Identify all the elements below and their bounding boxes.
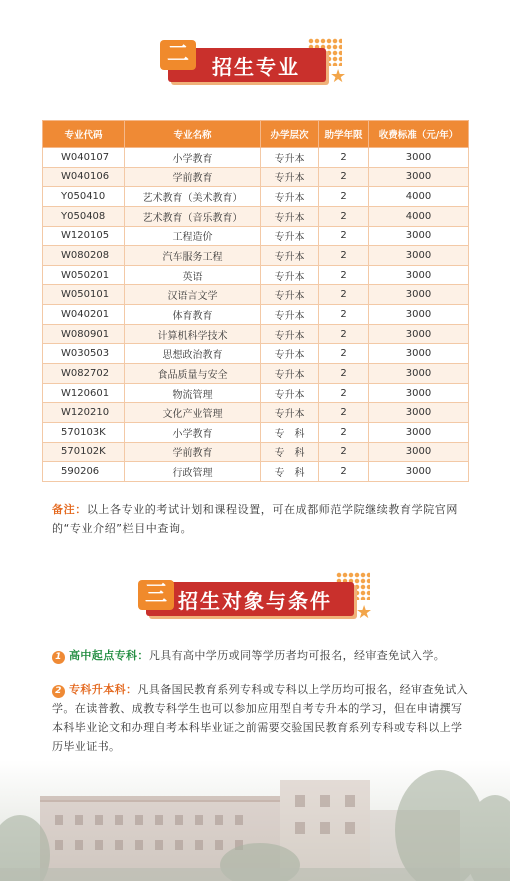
cell-code: W040107 xyxy=(43,148,125,168)
note-label: 备注： xyxy=(52,503,87,516)
note-paragraph xyxy=(52,500,472,538)
cell-level: 专 科 xyxy=(261,442,319,462)
cell-fee: 3000 xyxy=(369,383,469,403)
cell-name: 艺术教育（美术教育） xyxy=(125,187,261,207)
table-row xyxy=(43,265,469,285)
major-table xyxy=(42,120,468,482)
cell-code: 570103K xyxy=(43,422,125,442)
cell-name: 学前教育 xyxy=(125,167,261,187)
table-row xyxy=(43,226,469,246)
cell-fee: 3000 xyxy=(369,442,469,462)
table-row xyxy=(43,383,469,403)
table-row xyxy=(43,206,469,226)
cell-years: 2 xyxy=(319,226,369,246)
table-row xyxy=(43,422,469,442)
note-text: 以上各专业的考试计划和课程设置，可在成都师范学院继续教育学院官网的“专业介绍”栏目中查询。 xyxy=(52,503,459,535)
cell-years: 2 xyxy=(319,167,369,187)
cell-years: 2 xyxy=(319,403,369,423)
cell-fee: 4000 xyxy=(369,206,469,226)
cell-name: 文化产业管理 xyxy=(125,403,261,423)
campus-background-image xyxy=(0,760,510,881)
cell-code: 590206 xyxy=(43,462,125,482)
cell-fee: 3000 xyxy=(369,364,469,384)
section-3-number: 三 xyxy=(138,580,174,610)
col-header-fee: 收费标准（元/年） xyxy=(369,121,469,148)
cell-name: 物流管理 xyxy=(125,383,261,403)
cell-level: 专升本 xyxy=(261,364,319,384)
table-row xyxy=(43,364,469,384)
cell-years: 2 xyxy=(319,305,369,325)
cell-name: 行政管理 xyxy=(125,462,261,482)
cell-name: 艺术教育（音乐教育） xyxy=(125,206,261,226)
table-row xyxy=(43,462,469,482)
cell-fee: 3000 xyxy=(369,148,469,168)
condition-item-2 xyxy=(52,680,472,756)
cell-name: 汽车服务工程 xyxy=(125,246,261,266)
cell-code: W120601 xyxy=(43,383,125,403)
cell-level: 专升本 xyxy=(261,265,319,285)
cell-code: W120210 xyxy=(43,403,125,423)
cell-fee: 3000 xyxy=(369,462,469,482)
cell-years: 2 xyxy=(319,344,369,364)
cell-code: Y050408 xyxy=(43,206,125,226)
cell-years: 2 xyxy=(319,422,369,442)
table-header-row xyxy=(43,121,469,148)
section-3-header xyxy=(0,574,510,624)
star-icon: ★ xyxy=(356,602,373,623)
cell-fee: 3000 xyxy=(369,305,469,325)
cell-level: 专升本 xyxy=(261,187,319,207)
cell-years: 2 xyxy=(319,462,369,482)
cell-level: 专升本 xyxy=(261,167,319,187)
cell-fee: 3000 xyxy=(369,344,469,364)
cell-years: 2 xyxy=(319,285,369,305)
cell-name: 计算机科学技术 xyxy=(125,324,261,344)
table-row xyxy=(43,246,469,266)
number-1-icon: 1 xyxy=(52,651,65,664)
cell-name: 小学教育 xyxy=(125,422,261,442)
cell-name: 学前教育 xyxy=(125,442,261,462)
cell-years: 2 xyxy=(319,442,369,462)
cell-name: 小学教育 xyxy=(125,148,261,168)
cell-code: W050101 xyxy=(43,285,125,305)
cell-level: 专升本 xyxy=(261,148,319,168)
cell-level: 专升本 xyxy=(261,403,319,423)
cell-level: 专升本 xyxy=(261,344,319,364)
condition-1-label: 高中起点专科： xyxy=(69,649,149,662)
number-2-icon: 2 xyxy=(52,685,65,698)
table-row xyxy=(43,305,469,325)
cell-code: 570102K xyxy=(43,442,125,462)
cell-years: 2 xyxy=(319,246,369,266)
star-icon: ★ xyxy=(330,66,347,87)
cell-years: 2 xyxy=(319,206,369,226)
cell-fee: 3000 xyxy=(369,324,469,344)
cell-level: 专升本 xyxy=(261,226,319,246)
col-header-level: 办学层次 xyxy=(261,121,319,148)
cell-level: 专升本 xyxy=(261,246,319,266)
cell-name: 汉语言文学 xyxy=(125,285,261,305)
section-3-title: 招生对象与条件 xyxy=(178,588,332,613)
col-header-code: 专业代码 xyxy=(43,121,125,148)
table-row xyxy=(43,403,469,423)
condition-1-text: 凡具有高中学历或同等学历者均可报名，经审查免试入学。 xyxy=(148,649,446,662)
condition-item-1 xyxy=(52,646,472,665)
cell-level: 专升本 xyxy=(261,305,319,325)
table-row xyxy=(43,344,469,364)
cell-code: W082702 xyxy=(43,364,125,384)
cell-fee: 3000 xyxy=(369,403,469,423)
section-2-header xyxy=(0,40,510,90)
cell-code: W040201 xyxy=(43,305,125,325)
cell-fee: 3000 xyxy=(369,226,469,246)
cell-name: 食品质量与安全 xyxy=(125,364,261,384)
table-row xyxy=(43,442,469,462)
section-2-number: 二 xyxy=(160,40,196,70)
cell-years: 2 xyxy=(319,383,369,403)
table-row xyxy=(43,324,469,344)
campus-illustration xyxy=(0,760,510,881)
cell-name: 英语 xyxy=(125,265,261,285)
table-row xyxy=(43,187,469,207)
cell-years: 2 xyxy=(319,364,369,384)
cell-name: 思想政治教育 xyxy=(125,344,261,364)
cell-code: W120105 xyxy=(43,226,125,246)
cell-code: W050201 xyxy=(43,265,125,285)
cell-fee: 3000 xyxy=(369,285,469,305)
cell-level: 专 科 xyxy=(261,422,319,442)
cell-level: 专升本 xyxy=(261,383,319,403)
cell-years: 2 xyxy=(319,265,369,285)
cell-name: 工程造价 xyxy=(125,226,261,246)
col-header-years: 助学年限 xyxy=(319,121,369,148)
cell-years: 2 xyxy=(319,148,369,168)
cell-fee: 3000 xyxy=(369,265,469,285)
cell-code: Y050410 xyxy=(43,187,125,207)
cell-years: 2 xyxy=(319,324,369,344)
cell-code: W080901 xyxy=(43,324,125,344)
col-header-name: 专业名称 xyxy=(125,121,261,148)
section-2-title: 招生专业 xyxy=(212,54,300,79)
table-row xyxy=(43,148,469,168)
cell-level: 专 科 xyxy=(261,462,319,482)
cell-code: W030503 xyxy=(43,344,125,364)
cell-years: 2 xyxy=(319,187,369,207)
cell-fee: 3000 xyxy=(369,246,469,266)
cell-code: W080208 xyxy=(43,246,125,266)
condition-2-label: 专科升本科： xyxy=(69,683,138,696)
cell-level: 专升本 xyxy=(261,206,319,226)
cell-fee: 3000 xyxy=(369,422,469,442)
table-row xyxy=(43,167,469,187)
cell-level: 专升本 xyxy=(261,324,319,344)
cell-fee: 4000 xyxy=(369,187,469,207)
cell-fee: 3000 xyxy=(369,167,469,187)
cell-code: W040106 xyxy=(43,167,125,187)
cell-name: 体育教育 xyxy=(125,305,261,325)
table-row xyxy=(43,285,469,305)
condition-2-text: 凡具备国民教育系列专科或专科以上学历均可报名，经审查免试入学。在读普教、成教专科学生也可以参加应用型自考专升本的学习，但在申请撰写本科毕业论文和办理自考本科毕业证之前需要交验国民教育系列专科或专科以上学历毕业证书。 xyxy=(52,683,469,753)
cell-level: 专升本 xyxy=(261,285,319,305)
